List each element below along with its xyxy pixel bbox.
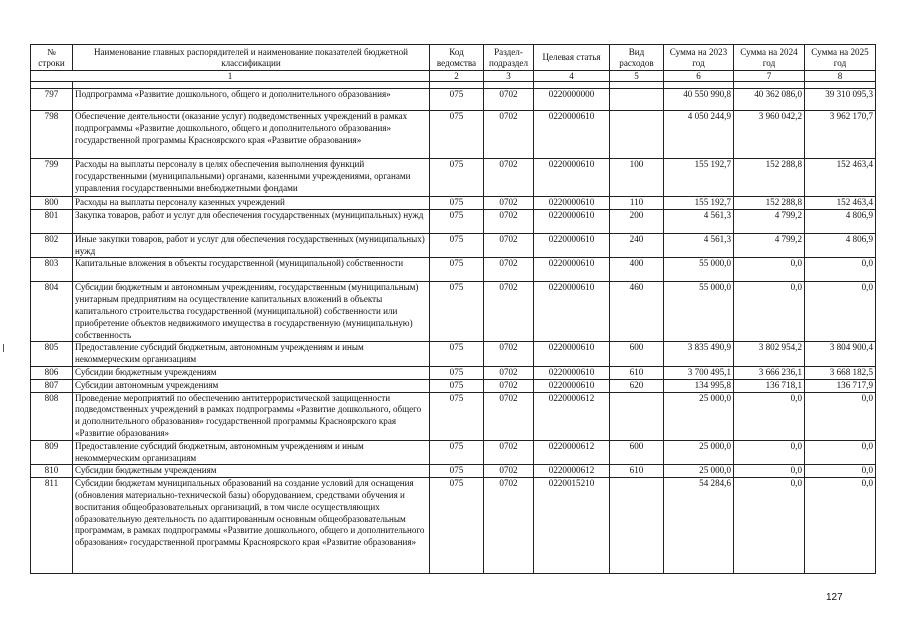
section-code: 0702 [484, 478, 534, 574]
sum-2024: 40 362 086,0 [734, 89, 805, 111]
department-code: 075 [430, 282, 484, 342]
row-number: 807 [31, 379, 73, 392]
header-name: Наименование главных распорядителей и наименование показателей бюджетной классификации [73, 45, 430, 71]
header-sum-2024: Сумма на 2024 год [734, 45, 805, 71]
sum-2023: 155 192,7 [664, 197, 734, 210]
target-item: 0220000610 [534, 111, 610, 159]
row-number: 805 [31, 342, 73, 367]
row-number: 803 [31, 258, 73, 282]
sum-2023: 55 000,0 [664, 282, 734, 342]
sum-2023: 55 000,0 [664, 258, 734, 282]
column-number: 1 [31, 71, 430, 82]
header-target-item: Целевая статья [534, 45, 610, 71]
department-code: 075 [430, 233, 484, 258]
sum-2025: 0,0 [805, 478, 876, 574]
row-name: Иные закупки товаров, работ и услуг для обеспечения государственных (муниципальных) нужд [73, 233, 430, 258]
sum-2025: 3 668 182,5 [805, 366, 876, 379]
sum-2025: 136 717,9 [805, 379, 876, 392]
sum-2025: 39 310 095,3 [805, 89, 876, 111]
section-code: 0702 [484, 258, 534, 282]
table-row [31, 233, 876, 258]
section-code: 0702 [484, 159, 534, 197]
sum-2023: 40 550 990,8 [664, 89, 734, 111]
table-row [31, 282, 876, 342]
expense-kind: 610 [610, 366, 664, 379]
row-number: 810 [31, 465, 73, 478]
department-code: 075 [430, 111, 484, 159]
sum-2023: 3 700 495,1 [664, 366, 734, 379]
sum-2025: 0,0 [805, 258, 876, 282]
expense-kind [610, 392, 664, 440]
section-code: 0702 [484, 282, 534, 342]
sum-2024: 0,0 [734, 392, 805, 440]
sum-2025: 3 962 170,7 [805, 111, 876, 159]
sum-2025: 152 463,4 [805, 159, 876, 197]
sum-2024: 3 666 236,1 [734, 366, 805, 379]
expense-kind: 610 [610, 465, 664, 478]
column-number-row [31, 71, 876, 82]
row-number: 799 [31, 159, 73, 197]
table-row [31, 366, 876, 379]
target-item: 0220000610 [534, 258, 610, 282]
department-code: 075 [430, 392, 484, 440]
table-row [31, 111, 876, 159]
column-number: 6 [664, 71, 734, 82]
sum-2025: 0,0 [805, 392, 876, 440]
target-item: 0220000610 [534, 366, 610, 379]
target-item: 0220000610 [534, 342, 610, 367]
column-number: 4 [534, 71, 610, 82]
table-row [31, 465, 876, 478]
target-item: 0220000612 [534, 440, 610, 465]
target-item: 0220000610 [534, 233, 610, 258]
row-name: Субсидии автономным учреждениям [73, 379, 430, 392]
sum-2024: 136 718,1 [734, 379, 805, 392]
sum-2025: 0,0 [805, 440, 876, 465]
department-code: 075 [430, 440, 484, 465]
scan-mark [3, 344, 4, 352]
column-number: 2 [430, 71, 484, 82]
table-row [31, 89, 876, 111]
row-number: 798 [31, 111, 73, 159]
department-code: 075 [430, 159, 484, 197]
row-number: 801 [31, 209, 73, 233]
header-expense-kind: Вид расходов [610, 45, 664, 71]
target-item: 0220000610 [534, 209, 610, 233]
target-item: 0220000610 [534, 197, 610, 210]
row-name: Субсидии бюджетам муниципальных образований на создание условий для оснащения (обновления материально-технической базы) оборудованием, средствами обучения и воспитания общеобразовательных организаций, в том числе осуществляющих образовательную деятельность по адаптированным основным общеобразовательным программам, в рамках подпрограммы «Развитие дошкольного, общего и дополнительного образования» государственной программы Красноярского края «Развитие образования» [73, 478, 430, 574]
sum-2024: 0,0 [734, 258, 805, 282]
department-code: 075 [430, 342, 484, 367]
sum-2023: 3 835 490,9 [664, 342, 734, 367]
sum-2025: 4 806,9 [805, 209, 876, 233]
section-code: 0702 [484, 197, 534, 210]
row-number: 797 [31, 89, 73, 111]
section-code: 0702 [484, 440, 534, 465]
expense-kind: 200 [610, 209, 664, 233]
row-number: 800 [31, 197, 73, 210]
sum-2023: 155 192,7 [664, 159, 734, 197]
row-number: 811 [31, 478, 73, 574]
row-name: Предоставление субсидий бюджетным, автономным учреждениям и иным некоммерческим организациям [73, 342, 430, 367]
row-name: Предоставление субсидий бюджетным, автономным учреждениям и иным некоммерческим организациям [73, 440, 430, 465]
sum-2023: 4 561,3 [664, 233, 734, 258]
column-number: 8 [805, 71, 876, 82]
table-row [31, 342, 876, 367]
expense-kind: 110 [610, 197, 664, 210]
expense-kind: 600 [610, 440, 664, 465]
sum-2025: 3 804 900,4 [805, 342, 876, 367]
sum-2024: 152 288,8 [734, 197, 805, 210]
sum-2024: 0,0 [734, 282, 805, 342]
department-code: 075 [430, 89, 484, 111]
department-code: 075 [430, 209, 484, 233]
table-row [31, 392, 876, 440]
column-number: 3 [484, 71, 534, 82]
section-code: 0702 [484, 233, 534, 258]
header-sum-2023: Сумма на 2023 год [664, 45, 734, 71]
row-number: 809 [31, 440, 73, 465]
sum-2023: 4 561,3 [664, 209, 734, 233]
sum-2025: 0,0 [805, 282, 876, 342]
sum-2024: 3 960 042,2 [734, 111, 805, 159]
header-row-number: № строки [31, 45, 73, 71]
header-row [31, 45, 876, 71]
section-code: 0702 [484, 379, 534, 392]
target-item: 0220000610 [534, 282, 610, 342]
expense-kind: 240 [610, 233, 664, 258]
sum-2024: 4 799,2 [734, 233, 805, 258]
section-code: 0702 [484, 465, 534, 478]
row-name: Обеспечение деятельности (оказание услуг) подведомственных учреждений в рамках подпрограммы «Развитие дошкольного, общего и дополнительного образования» государственной программы Красноярского края «Развитие образования» [73, 111, 430, 159]
row-number: 806 [31, 366, 73, 379]
sum-2023: 54 284,6 [664, 478, 734, 574]
column-number: 5 [610, 71, 664, 82]
expense-kind [610, 111, 664, 159]
header-department-code: Код ведомства [430, 45, 484, 71]
sum-2023: 4 050 244,9 [664, 111, 734, 159]
page-number: 127 [826, 592, 843, 603]
sum-2024: 152 288,8 [734, 159, 805, 197]
expense-kind [610, 478, 664, 574]
row-number: 808 [31, 392, 73, 440]
table-row [31, 258, 876, 282]
header-sum-2025: Сумма на 2025 год [805, 45, 876, 71]
target-item: 0220000000 [534, 89, 610, 111]
header-section: Раздел-подраздел [484, 45, 534, 71]
column-number: 7 [734, 71, 805, 82]
target-item: 0220000612 [534, 465, 610, 478]
table-row [31, 209, 876, 233]
sum-2023: 25 000,0 [664, 440, 734, 465]
expense-kind: 620 [610, 379, 664, 392]
section-code: 0702 [484, 209, 534, 233]
row-name: Субсидии бюджетным учреждениям [73, 465, 430, 478]
sum-2024: 3 802 954,2 [734, 342, 805, 367]
department-code: 075 [430, 366, 484, 379]
table-row [31, 440, 876, 465]
expense-kind [610, 89, 664, 111]
row-number: 804 [31, 282, 73, 342]
budget-table [30, 44, 876, 574]
section-code: 0702 [484, 342, 534, 367]
expense-kind: 100 [610, 159, 664, 197]
row-number: 802 [31, 233, 73, 258]
department-code: 075 [430, 465, 484, 478]
target-item: 0220000612 [534, 392, 610, 440]
row-name: Закупка товаров, работ и услуг для обеспечения государственных (муниципальных) нужд [73, 209, 430, 233]
table-row [31, 197, 876, 210]
row-name: Капитальные вложения в объекты государственной (муниципальной) собственности [73, 258, 430, 282]
expense-kind: 400 [610, 258, 664, 282]
department-code: 075 [430, 258, 484, 282]
section-code: 0702 [484, 366, 534, 379]
table-row [31, 379, 876, 392]
target-item: 0220000610 [534, 379, 610, 392]
expense-kind: 600 [610, 342, 664, 367]
sum-2025: 4 806,9 [805, 233, 876, 258]
department-code: 075 [430, 478, 484, 574]
target-item: 0220015210 [534, 478, 610, 574]
section-code: 0702 [484, 111, 534, 159]
sum-2023: 25 000,0 [664, 392, 734, 440]
sum-2023: 25 000,0 [664, 465, 734, 478]
row-name: Субсидии бюджетным и автономным учреждениям, государственным (муниципальным) унитарным предприятиям на осуществление капитальных вложений в объекты капитального строительства государственной (муниципальной) собственности или приобретение объектов недвижимого имущества в государственную (муниципальную) собственность [73, 282, 430, 342]
sum-2025: 152 463,4 [805, 197, 876, 210]
sum-2023: 134 995,8 [664, 379, 734, 392]
row-name: Проведение мероприятий по обеспечению антитеррористической защищенности подведомственных учреждений в рамках подпрограммы «Развитие дошкольного, общего и дополнительного образования» государственной программы Красноярского края «Развитие образования» [73, 392, 430, 440]
table-row [31, 159, 876, 197]
sum-2024: 4 799,2 [734, 209, 805, 233]
row-name: Субсидии бюджетным учреждениям [73, 366, 430, 379]
sum-2025: 0,0 [805, 465, 876, 478]
spacer-row [31, 82, 876, 89]
sum-2024: 0,0 [734, 440, 805, 465]
department-code: 075 [430, 379, 484, 392]
department-code: 075 [430, 197, 484, 210]
row-name: Расходы на выплаты персоналу казенных учреждений [73, 197, 430, 210]
target-item: 0220000610 [534, 159, 610, 197]
section-code: 0702 [484, 392, 534, 440]
sum-2024: 0,0 [734, 465, 805, 478]
section-code: 0702 [484, 89, 534, 111]
expense-kind: 460 [610, 282, 664, 342]
sum-2024: 0,0 [734, 478, 805, 574]
table-row [31, 478, 876, 574]
row-name: Расходы на выплаты персоналу в целях обеспечения выполнения функций государственными (муниципальными) органами, казенными учреждениями, органами управления государственными внебюджетными фондами [73, 159, 430, 197]
row-name: Подпрограмма «Развитие дошкольного, общего и дополнительного образования» [73, 89, 430, 111]
